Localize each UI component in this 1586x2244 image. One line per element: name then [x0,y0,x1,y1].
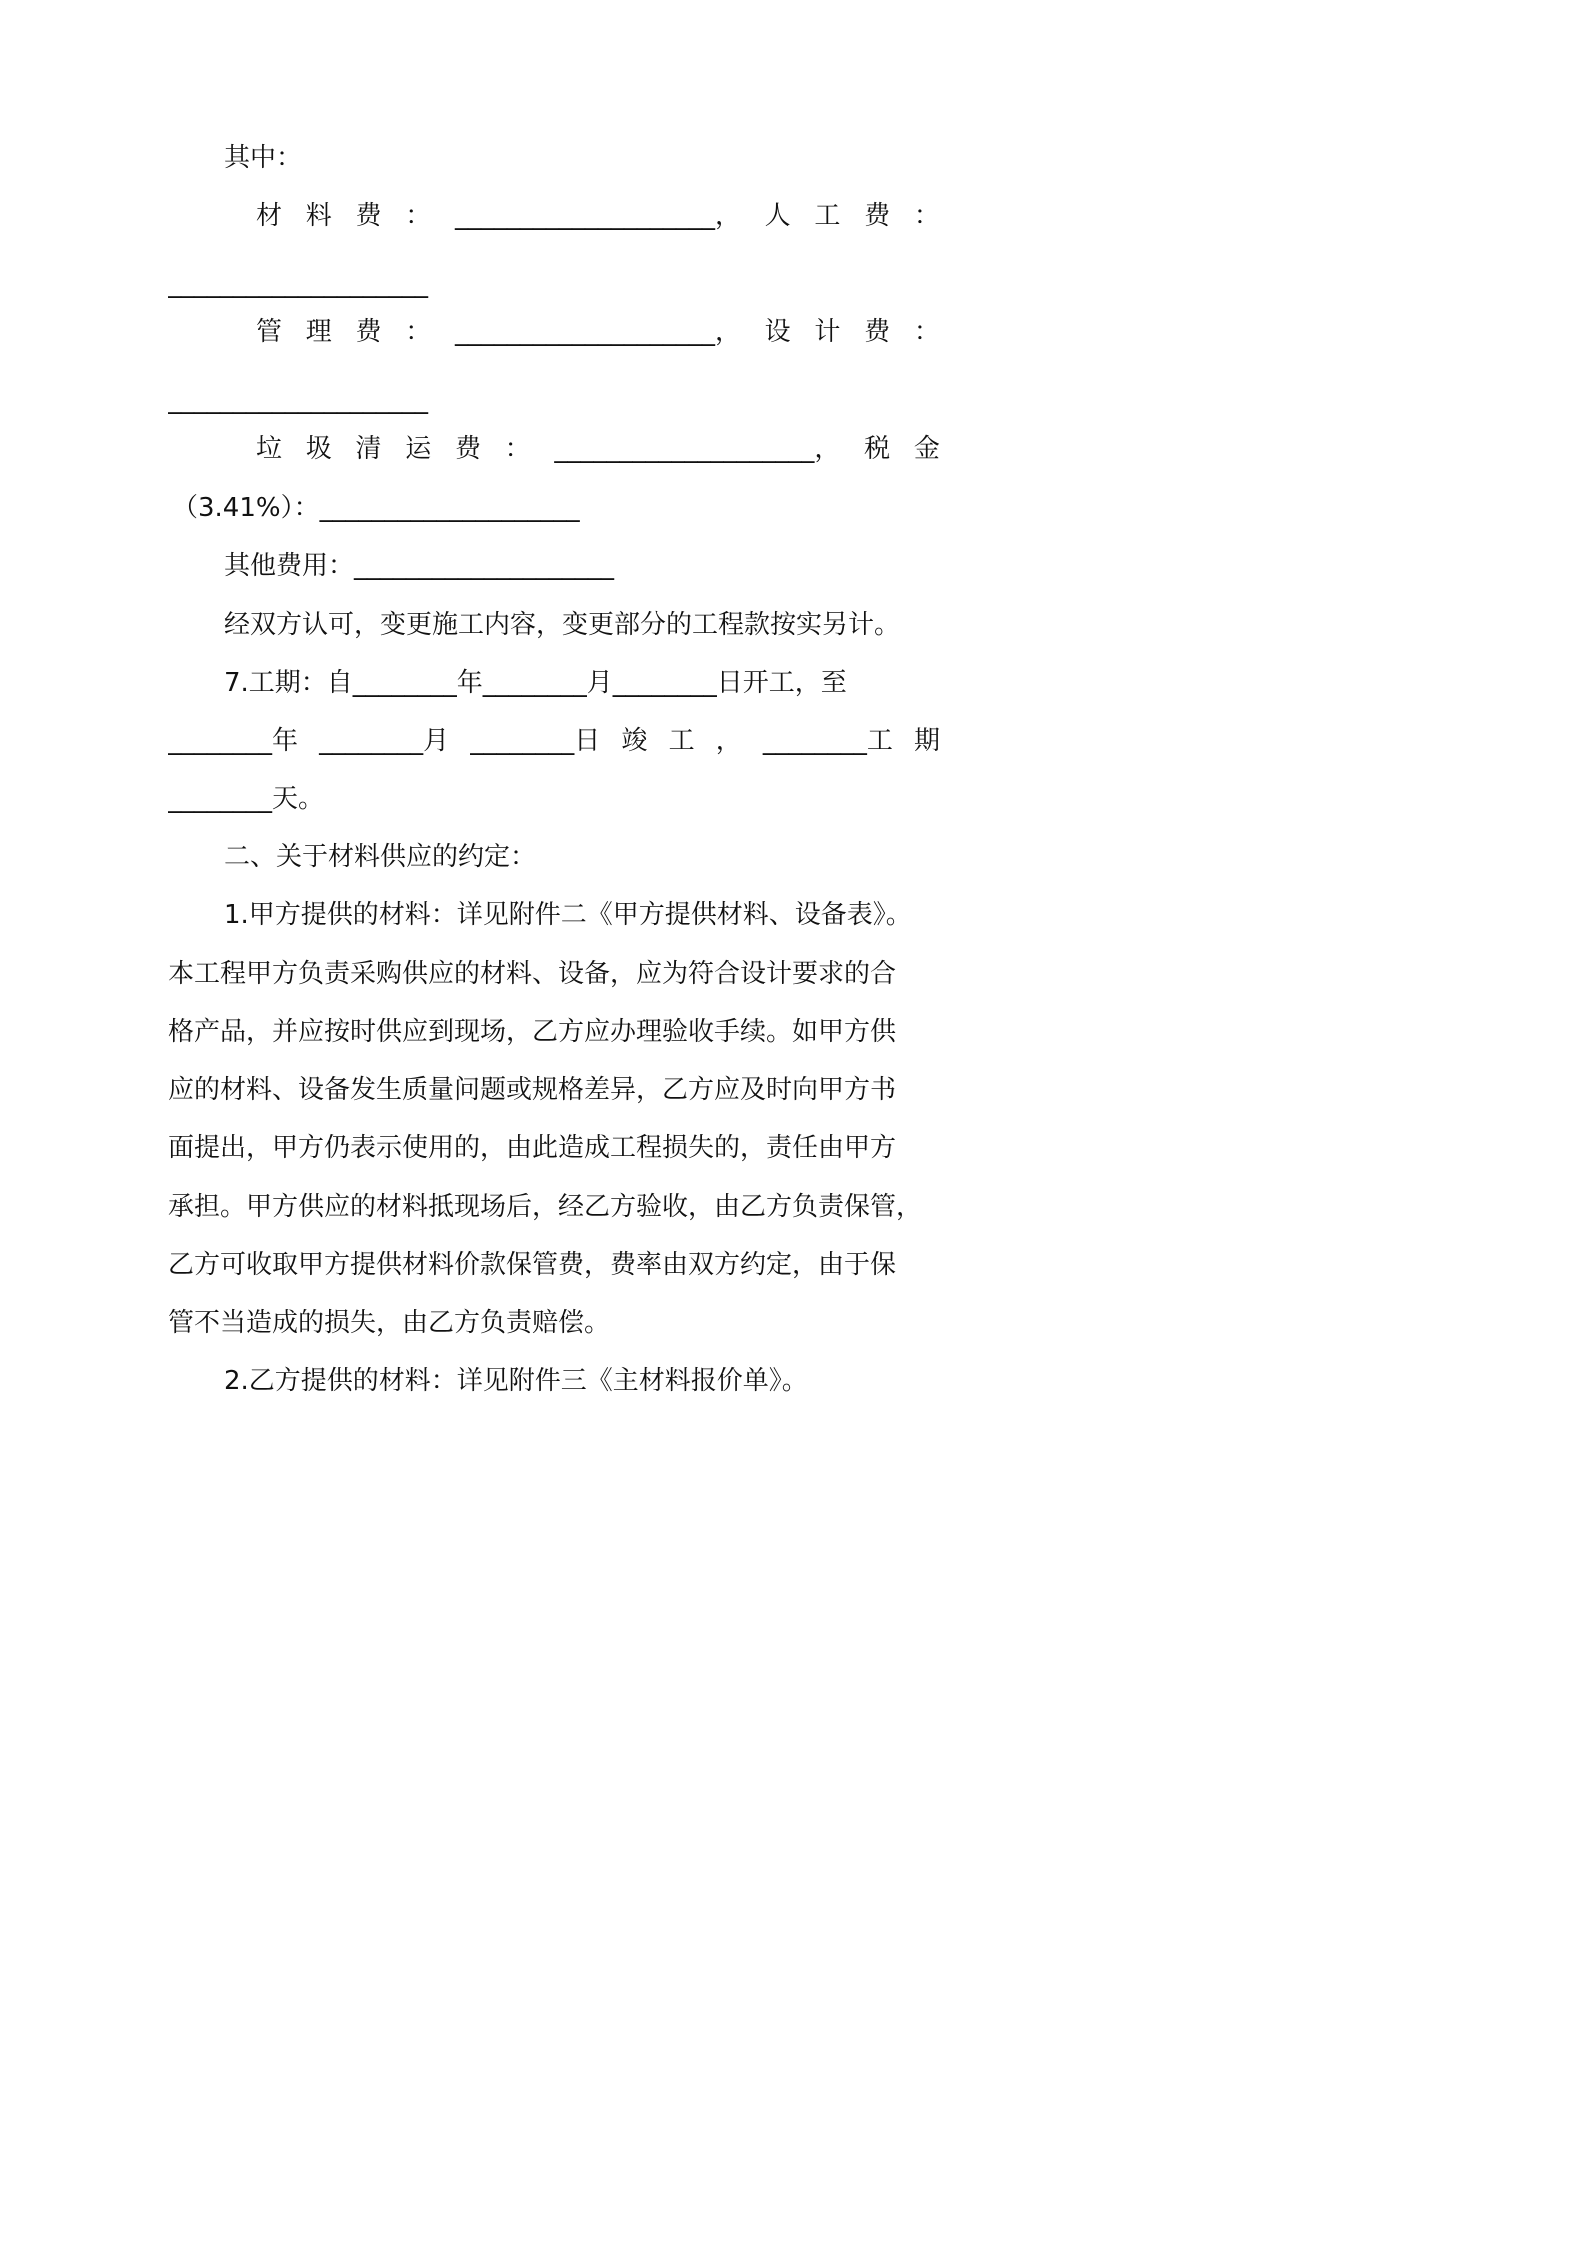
blank-field-labor-fee: ____________________ [168,269,428,299]
text-fragment: 竣 [621,726,648,756]
text-line-tax-rate: （3.41%）：____________________ [172,493,580,523]
text-line-period-days: ________天。 [168,784,325,814]
text-line-party-a-materials: 1.甲方提供的材料：详见附件二《甲方提供材料、设备表》。 [224,900,912,930]
text-fragment: 税 [864,434,891,464]
text-line-party-b-materials: 2.乙方提供的材料：详见附件三《主材料报价单》。 [224,1366,808,1396]
text-line-other-fees: 其他费用：____________________ [224,551,615,581]
paragraph-line: 本工程甲方负责采购供应的材料、设备，应为符合设计要求的合 [168,959,897,989]
paragraph-line: 管不当造成的损失，由乙方负责赔偿。 [168,1308,611,1338]
text-fragment: 理 [305,317,332,347]
blank-field: ____________________， [454,317,741,347]
blank-field: ____________________， [454,201,741,231]
text-fragment: 金 [913,434,940,464]
text-fragment: 运 [405,434,432,464]
text-fragment: ： [913,201,940,231]
blank-field-month: ________月 [319,726,450,756]
text-fragment: 费 [355,317,382,347]
paragraph-line: 面提出，甲方仍表示使用的，由此造成工程损失的，责任由甲方 [168,1133,897,1163]
text-fragment: ， [715,726,742,756]
text-fragment: 计 [814,317,841,347]
text-line-waste-tax [256,427,940,471]
text-line-construction-period: 7.工期：自________年________月________日开工，至 [224,668,847,698]
blank-field-period: ________工 [762,726,893,756]
text-fragment: 管 [256,317,283,347]
paragraph-line: 承担。甲方供应的材料抵现场后，经乙方验收，由乙方负责保管， [168,1192,923,1222]
text-fragment: 期 [913,726,940,756]
paragraph-line: 应的材料、设备发生质量问题或规格差异，乙方应及时向甲方书 [168,1075,897,1105]
text-fragment: ： [405,201,432,231]
text-fragment: 工 [668,726,695,756]
paragraph-line: 乙方可收取甲方提供材料价款保管费，费率由双方约定，由于保 [168,1250,897,1280]
section-heading-materials: 二、关于材料供应的约定： [224,842,537,872]
text-line-change-terms: 经双方认可，变更施工内容，变更部分的工程款按实另计。 [224,610,901,640]
text-fragment: ： [913,317,940,347]
text-fragment: 费 [864,317,891,347]
paragraph-line: 格产品，并应按时供应到现场，乙方应办理验收手续。如甲方供 [168,1017,897,1047]
text-fragment: 清 [355,434,382,464]
text-fragment: 圾 [305,434,332,464]
text-line-completion-date [168,719,940,763]
text-fragment: 材 [256,201,283,231]
text-fragment: 工 [814,201,841,231]
text-line-material-labor-fee [256,194,940,238]
text-fragment: 费 [864,201,891,231]
blank-field-design-fee: ____________________ [168,385,428,415]
text-fragment: 费 [454,434,481,464]
text-fragment: 设 [764,317,791,347]
text-fragment: 料 [305,201,332,231]
text-fragment: 人 [764,201,791,231]
blank-field: ____________________， [554,434,841,464]
blank-field-day: ________日 [470,726,601,756]
text-fragment: 垃 [256,434,283,464]
text-line-management-design-fee [256,310,940,354]
text-line-where: 其中： [224,143,303,173]
blank-field-year: ________年 [168,726,299,756]
text-fragment: ： [405,317,432,347]
text-fragment: 费 [355,201,382,231]
document-page [0,0,1098,1553]
text-fragment: ： [504,434,531,464]
